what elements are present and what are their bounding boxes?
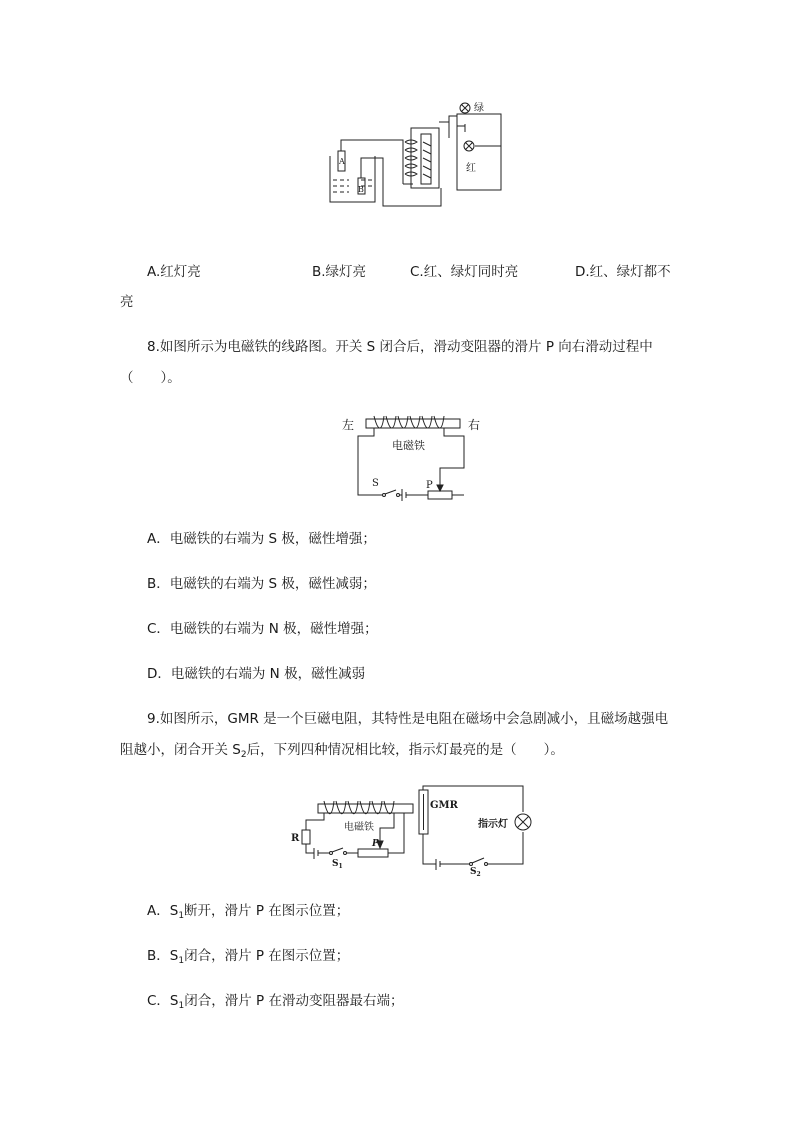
q8-stem-line2: （ ）。 [120,370,181,386]
label-slider-p: P [426,480,433,491]
electromagnet-core [366,419,460,428]
rheostat [358,849,388,857]
label-b: B [358,185,364,194]
q9-circuit-diagram [288,782,533,878]
label-gmr: GMR [430,800,458,811]
label-p: P [372,839,379,849]
q8-figure [340,408,485,503]
label-a: A [339,157,345,166]
q8-option-a: A．电磁铁的右端为 S 极，磁性增强； [147,531,376,547]
q9-option-c: C．$S_1$闭合，滑片 P 在滑动变阻器最右端； [147,993,404,1011]
label-electromagnet: 电磁铁 [344,822,374,833]
label-electromagnet: 电磁铁 [392,439,425,452]
resistor-r [302,830,310,844]
label-green: 绿 [474,103,484,114]
label-indicator-lamp: 指示灯 [478,819,508,830]
q7-circuit-diagram [325,98,505,208]
label-right: 右 [468,418,481,432]
q9-option-b: B．$S_1$闭合，滑片 P 在图示位置； [147,948,350,966]
q7-option-d: D.红、绿灯都不 [575,264,671,280]
q9-stem-line2: 阻越小，闭合开关 $S_2$后，下列四种情况相比较，指示灯最亮的是（ ）。 [120,742,564,760]
q7-option-a: A.红灯亮 [147,264,201,280]
slider-arrow-icon [437,485,443,491]
q7-option-b: B.绿灯亮 [312,264,367,280]
label-r: R [291,833,300,844]
beaker [330,156,375,202]
relay-frame [411,128,439,188]
q7-option-c: C.红、绿灯同时亮 [410,264,519,280]
q8-stem-line1: 8.如图所示为电磁铁的线路图。开关 S 闭合后，滑动变阻器的滑片 P 向右滑动过程中 [147,339,653,355]
q9-figure [288,782,533,878]
q8-option-b: B．电磁铁的右端为 S 极，磁性减弱； [147,576,376,592]
rheostat [428,491,452,499]
q8-option-c: C．电磁铁的右端为 N 极，磁性增强； [147,621,378,637]
label-switch-s: S [372,478,379,489]
q7-figure [325,98,505,208]
label-left: 左 [342,418,355,432]
q9-stem-line1: 9.如图所示，GMR 是一个巨磁电阻，其特性是电阻在磁场中会急剧减小，且磁场越强电 [147,711,669,727]
lamp-circuit-box [457,114,501,190]
label-s1: $S_1$ [332,859,343,870]
label-s2: $S_2$ [470,867,481,878]
q8-option-d: D．电磁铁的右端为 N 极，磁性减弱 [147,666,366,682]
q7-option-d-wrap: 亮 [120,294,134,310]
q8-circuit-diagram [340,408,485,503]
q9-option-a: A．$S_1$断开，滑片 P 在图示位置； [147,903,350,921]
label-red: 红 [466,163,476,174]
